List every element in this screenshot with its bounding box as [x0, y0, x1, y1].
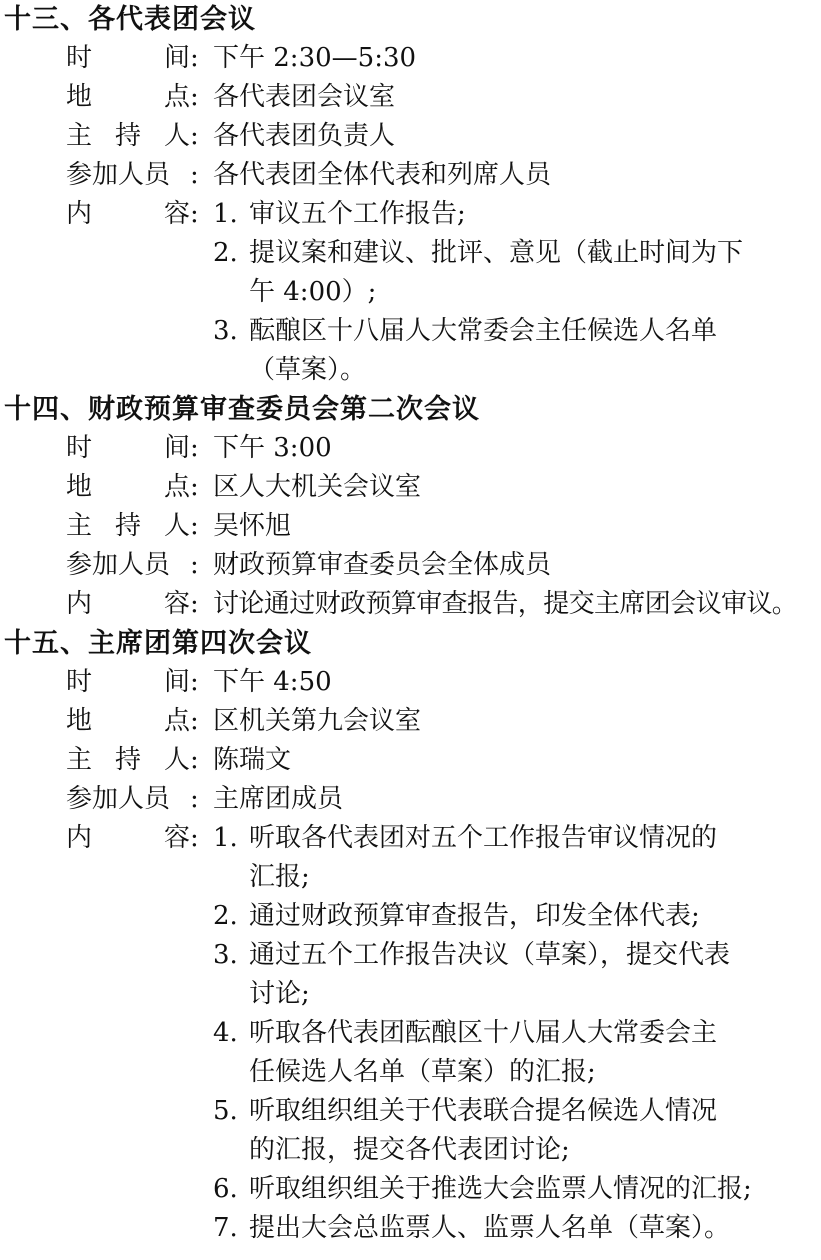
place-label: [66, 702, 190, 741]
time-value: 下午 4:50: [213, 667, 332, 697]
colon: :: [190, 667, 199, 697]
place-value: 区人大机关会议室: [213, 472, 422, 502]
colon: :: [190, 433, 199, 463]
label-char: 人: [163, 121, 190, 151]
section-heading: 十五、主席团第四次会议: [4, 628, 312, 659]
place-row: [0, 702, 821, 741]
label-char: 间: [163, 433, 190, 463]
label-char: 持: [114, 121, 141, 151]
item-text: 听取各代表团对五个工作报告审议情况的: [249, 823, 718, 853]
item-number: 1.: [213, 823, 238, 853]
label-char: 地: [66, 82, 93, 112]
section-heading: 十三、各代表团会议: [4, 4, 256, 35]
label-char: 时: [66, 43, 93, 73]
place-row: [0, 468, 821, 507]
attendees-value: 财政预算审查委员会全体成员: [213, 550, 552, 580]
colon: :: [190, 121, 199, 151]
attendees-value: 主席团成员: [213, 784, 344, 814]
place-value: 各代表团会议室: [213, 82, 396, 112]
item-text: 提出大会总监票人、监票人名单（草案）。: [249, 1213, 731, 1243]
content-row: [0, 195, 821, 234]
content-label: [66, 819, 190, 858]
content-label: [66, 585, 190, 624]
time-label: [66, 39, 190, 78]
item-number: 1.: [213, 199, 238, 229]
attendees-label: 参加人员: [66, 160, 171, 190]
colon: :: [190, 823, 199, 853]
label-char: 主: [66, 745, 93, 775]
item-text: （草案）。: [249, 355, 367, 385]
list-item: [0, 1014, 821, 1053]
time-value: 下午 3:00: [213, 433, 332, 463]
attendees-label: 参加人员: [66, 784, 171, 814]
label-char: 时: [66, 433, 93, 463]
label-char: 人: [163, 511, 190, 541]
label-char: 点: [163, 82, 190, 112]
label-char: 持: [114, 511, 141, 541]
attendees-row: [0, 780, 821, 819]
label-char: 主: [66, 121, 93, 151]
host-label: [66, 507, 190, 546]
colon: :: [190, 745, 199, 775]
label-char: 容: [163, 589, 190, 619]
item-number: 2.: [213, 238, 238, 268]
list-item: [0, 936, 821, 975]
host-label: [66, 741, 190, 780]
item-text: 讨论;: [249, 979, 310, 1009]
colon: :: [190, 511, 199, 541]
list-item: [0, 897, 821, 936]
content-row: [0, 819, 821, 858]
host-value: 各代表团负责人: [213, 121, 396, 151]
item-text: 酝酿区十八届人大常委会主任候选人名单: [249, 316, 718, 346]
item-number: 4.: [213, 1018, 238, 1048]
place-value: 区机关第九会议室: [213, 706, 422, 736]
attendees-row: [0, 156, 821, 195]
item-text: 汇报;: [249, 862, 310, 892]
list-item-continuation: [0, 351, 821, 390]
item-number: 7.: [213, 1213, 238, 1243]
item-text: 午 4:00）;: [249, 277, 377, 307]
label-char: 点: [163, 706, 190, 736]
list-item: [0, 234, 821, 273]
label-char: 时: [66, 667, 93, 697]
colon: :: [190, 199, 199, 229]
list-item-continuation: [0, 858, 821, 897]
content-row: [0, 585, 821, 624]
label-char: 内: [66, 823, 93, 853]
place-row: [0, 78, 821, 117]
time-value: 下午 2:30—5:30: [213, 43, 417, 73]
item-text: 的汇报，提交各代表团讨论;: [249, 1135, 570, 1165]
list-item-continuation: [0, 1053, 821, 1092]
list-item-continuation: [0, 273, 821, 312]
item-number: 3.: [213, 316, 238, 346]
item-text: 审议五个工作报告;: [249, 199, 466, 229]
colon: :: [190, 550, 199, 580]
place-label: [66, 468, 190, 507]
attendees-label: 参加人员: [66, 550, 171, 580]
host-value: 吴怀旭: [213, 511, 292, 541]
item-number: 3.: [213, 940, 238, 970]
label-char: 容: [163, 823, 190, 853]
label-char: 间: [163, 43, 190, 73]
item-text: 任候选人名单（草案）的汇报;: [249, 1057, 596, 1087]
colon: :: [190, 43, 199, 73]
attendees-value: 各代表团全体代表和列席人员: [213, 160, 552, 190]
item-text: 听取组织组关于推选大会监票人情况的汇报;: [249, 1174, 752, 1204]
colon: :: [190, 472, 199, 502]
label-char: 内: [66, 199, 93, 229]
host-row: [0, 507, 821, 546]
item-text: 提议案和建议、批评、意见（截止时间为下: [249, 238, 744, 268]
content-label: [66, 195, 190, 234]
item-text: 通过五个工作报告决议（草案），提交代表: [249, 940, 731, 970]
host-label: [66, 117, 190, 156]
colon: :: [190, 589, 199, 619]
label-char: 人: [163, 745, 190, 775]
host-row: [0, 117, 821, 156]
label-char: 点: [163, 472, 190, 502]
item-number: 5.: [213, 1096, 238, 1126]
list-item: [0, 1092, 821, 1131]
colon: :: [190, 784, 199, 814]
item-number: 2.: [213, 901, 238, 931]
place-label: [66, 78, 190, 117]
label-char: 间: [163, 667, 190, 697]
label-char: 地: [66, 472, 93, 502]
list-item: [0, 1209, 821, 1248]
item-text: 通过财政预算审查报告，印发全体代表;: [249, 901, 700, 931]
host-value: 陈瑞文: [213, 745, 292, 775]
list-item-continuation: [0, 1131, 821, 1170]
label-char: 主: [66, 511, 93, 541]
time-row: [0, 429, 821, 468]
time-row: [0, 663, 821, 702]
section-heading: 十四、财政预算审查委员会第二次会议: [4, 394, 480, 425]
time-label: [66, 429, 190, 468]
attendees-row: [0, 546, 821, 585]
colon: :: [190, 82, 199, 112]
list-item-continuation: [0, 975, 821, 1014]
colon: :: [190, 160, 199, 190]
item-text: 听取组织组关于代表联合提名候选人情况: [249, 1096, 718, 1126]
host-row: [0, 741, 821, 780]
label-char: 持: [114, 745, 141, 775]
content-value: 讨论通过财政预算审查报告，提交主席团会议审议。: [213, 589, 798, 619]
item-text: 听取各代表团酝酿区十八届人大常委会主: [249, 1018, 718, 1048]
item-number: 6.: [213, 1174, 238, 1204]
time-row: [0, 39, 821, 78]
colon: :: [190, 706, 199, 736]
label-char: 内: [66, 589, 93, 619]
label-char: 地: [66, 706, 93, 736]
time-label: [66, 663, 190, 702]
list-item: [0, 1170, 821, 1209]
list-item: [0, 312, 821, 351]
label-char: 容: [163, 199, 190, 229]
